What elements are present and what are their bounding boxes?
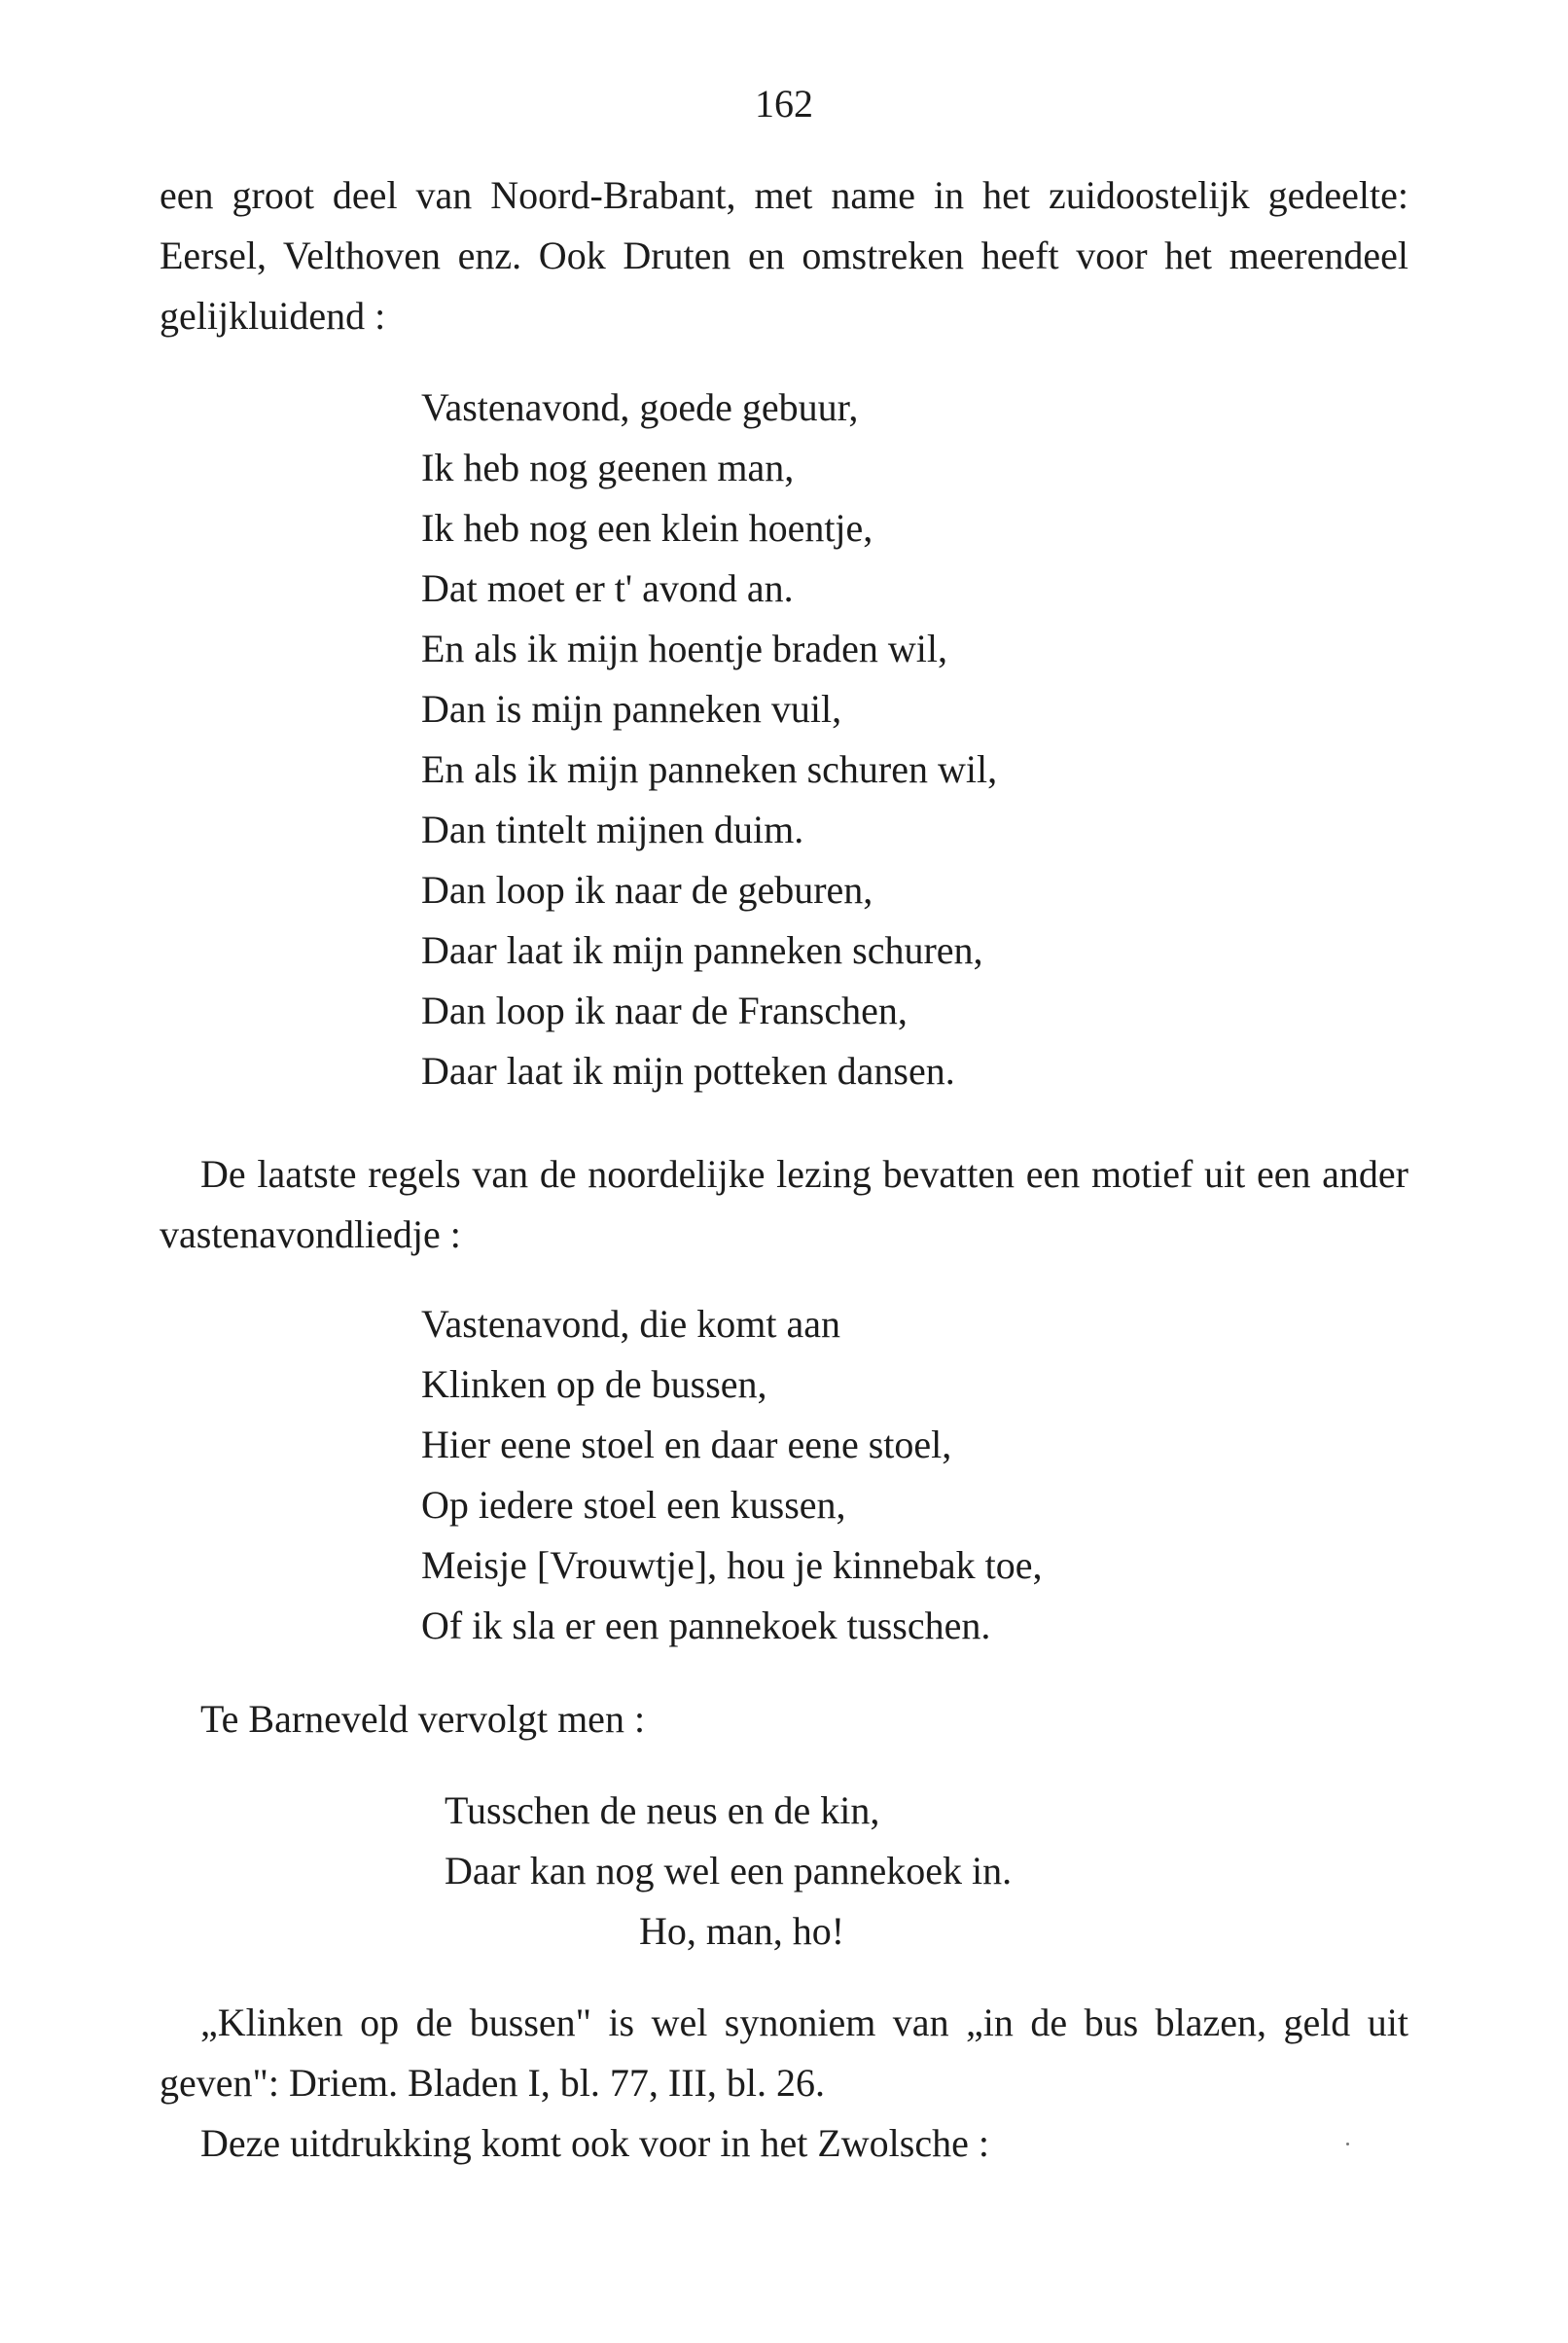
verse-line: Dan tintelt mijnen duim. [421,808,804,851]
paragraph-text: „Klinken op de bussen" is wel synoniem van „in de bus blazen, geld uit geven": Driem. Bladen I, bl. 77, III, bl. 26. [160,2001,1408,2105]
verse-line: Of ik sla er een pannekoek tusschen. [421,1604,991,1647]
verse-line: Daar laat ik mijn potteken dansen. [421,1049,955,1093]
verse-vastenavond-goede-gebuur [421,378,997,1101]
paragraph-text: een groot deel van Noord-Brabant, met name in het zuidoostelijk gedeelte: Eersel, Velthoven enz. Ook Druten en omstreken heeft voor het meerendeel gelijkluidend : [160,173,1408,338]
verse-line: Ho, man, ho! [639,1909,845,1953]
verse-line: En als ik mijn hoentje braden wil, [421,627,947,670]
verse-line: Daar kan nog wel een pannekoek in. [445,1849,1013,1892]
verse-line: Vastenavond, die komt aan [421,1302,840,1346]
verse-line: Daar laat ik mijn panneken schuren, [421,928,983,972]
verse-line: Dan is mijn panneken vuil, [421,687,842,731]
page-number: 162 [755,82,813,126]
paragraph-intro [160,165,1408,346]
verse-line: Op iedere stoel een kussen, [421,1483,846,1527]
verse-line: Dan loop ik naar de geburen, [421,868,873,912]
verse-line: Meisje [Vrouwtje], hou je kinnebak toe, [421,1543,1043,1587]
verse-tusschen-de-neus [445,1781,1012,1962]
verse-line: Vastenavond, goede gebuur, [421,385,859,429]
verse-line: Tusschen de neus en de kin, [445,1788,880,1832]
verse-line: Hier eene stoel en daar eene stoel, [421,1423,952,1466]
verse-line: Ik heb nog geenen man, [421,446,795,489]
paragraph-text: De laatste regels van de noordelijke lezing bevatten een motief uit een ander vastenavondliedje : [160,1152,1408,1256]
verse-line: Klinken op de bussen, [421,1362,767,1406]
verse-vastenavond-die-komt-aan [421,1294,1043,1656]
paragraph-motief [160,1144,1408,1265]
paragraph-text: Deze uitdrukking komt ook voor in het Zwolsche : [200,2121,989,2165]
verse-line: En als ik mijn panneken schuren wil, [421,747,998,791]
verse-line: Dan loop ik naar de Franschen, [421,989,908,1032]
verse-line: Ik heb nog een klein hoentje, [421,506,873,550]
paragraph-text: Te Barneveld vervolgt men : [200,1697,646,1741]
paragraph-klinken [160,1993,1408,2174]
verse-line: Dat moet er t' avond an. [421,566,794,610]
print-speck [1346,2143,1349,2145]
paragraph-barneveld [160,1689,1408,1749]
